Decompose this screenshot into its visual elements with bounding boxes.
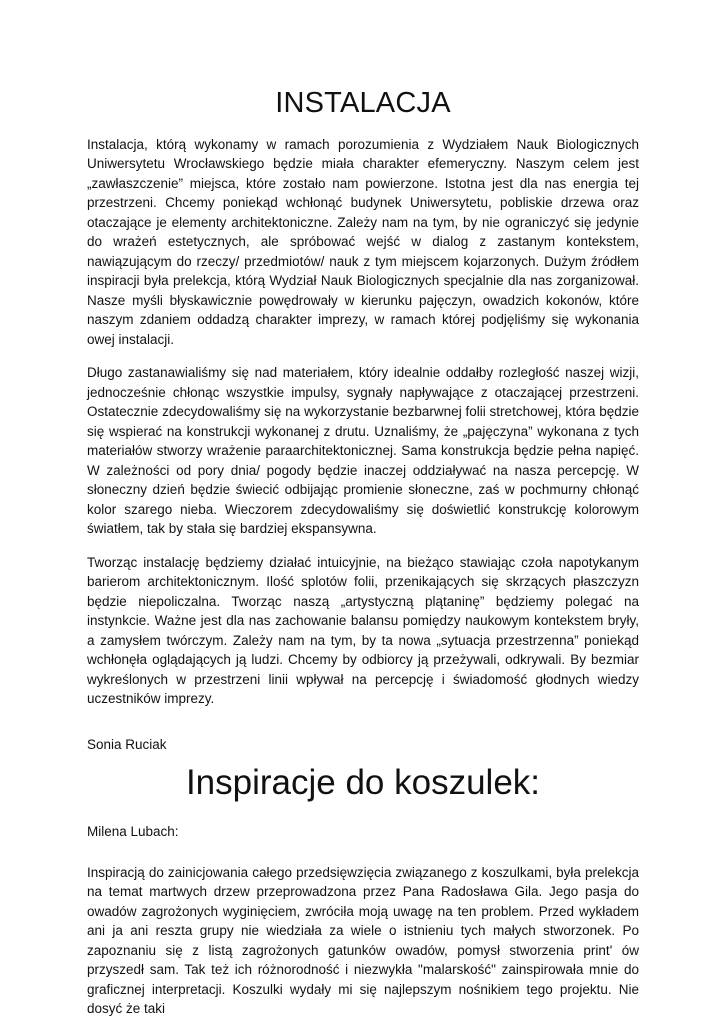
paragraph-2: Długo zastanawialiśmy się nad materiałem, który idealnie oddałby rozległość naszej wizji, jednocześnie chłonąc wszystkie impulsy, sygnały napływające z otaczającej przestrzeni. Ostatecznie zdecydowaliśmy się na wykorzystanie bezbarwnej folii stretchowej, która będzie się wspierać na konstrukcji wykonanej z drutu. Uznaliśmy, że „pajęczyna” wykonana z tych materiałów stworzy wrażenie paraarchitektonicznej. Sama konstrukcja będzie pełna napięć. W zależności od pory dnia/ pogody będzie inaczej oddziaływać na nasza percepcję. W słoneczny dzień będzie świecić odbijając promienie słoneczne, zaś w pochmurny chłonąć kolor szarego nieba. Wieczorem zdecydowaliśmy się doświetlić konstrukcję kolorowym światłem, tak by stała się bardziej ekspansywna. — [87, 365, 639, 537]
section-heading: Inspiracje do koszulek: — [185, 763, 541, 803]
document-page — [87, 78, 639, 1019]
document-title: INSTALACJA — [275, 87, 451, 119]
author-name: Sonia Ruciak — [87, 736, 167, 752]
paragraph-1: Instalacja, którą wykonamy w ramach porozumienia z Wydziałem Nauk Biologicznych Uniwersytetu Wrocławskiego będzie miała charakter efemeryczny. Naszym celem jest „zawłaszczenie” miejsca, które zostało nam powierzone. Istotna jest dla nas energia tej przestrzeni. Chcemy poniekąd wchłonąć budynek Uniwersytetu, pobliskie drzewa oraz otaczające je elementy architektoniczne. Zależy nam na tym, by nie ograniczyć się jedynie do wrażeń estetycznych, ale spróbować wejść w dialog z zastanym kontekstem, nawiązującym do rzeczy/ przedmiotów/ nauk z tym miejscem kojarzonych. Dużym źródłem inspiracji była prelekcja, którą Wydział Nauk Biologicznych specjalnie dla nas zorganizował. Nasze myśli błyskawicznie powędrowały w kierunku pajęczyn, owadzich kokonów, które naszym zdaniem oddadzą charakter imprezy, w ramach której podjęliśmy się wykonania owej instalacji. — [87, 136, 639, 347]
section-paragraph: Inspiracją do zainicjowania całego przedsięwzięcia związanego z koszulkami, była prelekcja na temat martwych drzew przeprowadzona przez Pana Radosława Gila. Jego pasja do owadów zagrożonych wyginięciem, zwróciła moją uwagę na ten problem. Przed wykładem ani ja ani reszta grupy nie wiedziała za wiele o istnieniu tych małych stworzonek. Po zapoznaniu się z listą zagrożonych gatunków owadów, pomysł stworzenia print' ów przyszedł sam. Tak też ich różnorodność i niezwykła "malarskość" zainspirowała mnie do graficznej interpretacji. Koszulki wydały mi się najlepszym nośnikiem tego projektu. Nie dosyć że taki — [87, 864, 639, 1017]
paragraph-3: Tworząc instalację będziemy działać intuicyjnie, na bieżąco stawiając czoła napotykanym barierom architektonicznym. Ilość splotów folii, przenikających się skrzących płaszczyzn będzie niepoliczalna. Tworząc naszą „artystyczną plątaninę” będziemy polegać na instynkcie. Ważne jest dla nas zachowanie balansu pomiędzy naukowym kontekstem bryły, a zamysłem twórczym. Zależy nam na tym, by ta nowa „sytuacja przestrzenna” poniekąd wchłonęła oglądających ją ludzi. Chcemy by odbiorcy ją przeżywali, odkrywali. By bezmiar wykreślonych w przestrzeni linii wpływał na percepcję i świadomość głodnych wiedzy uczestników imprezy. — [87, 554, 639, 707]
section-author: Milena Lubach: — [87, 824, 179, 840]
